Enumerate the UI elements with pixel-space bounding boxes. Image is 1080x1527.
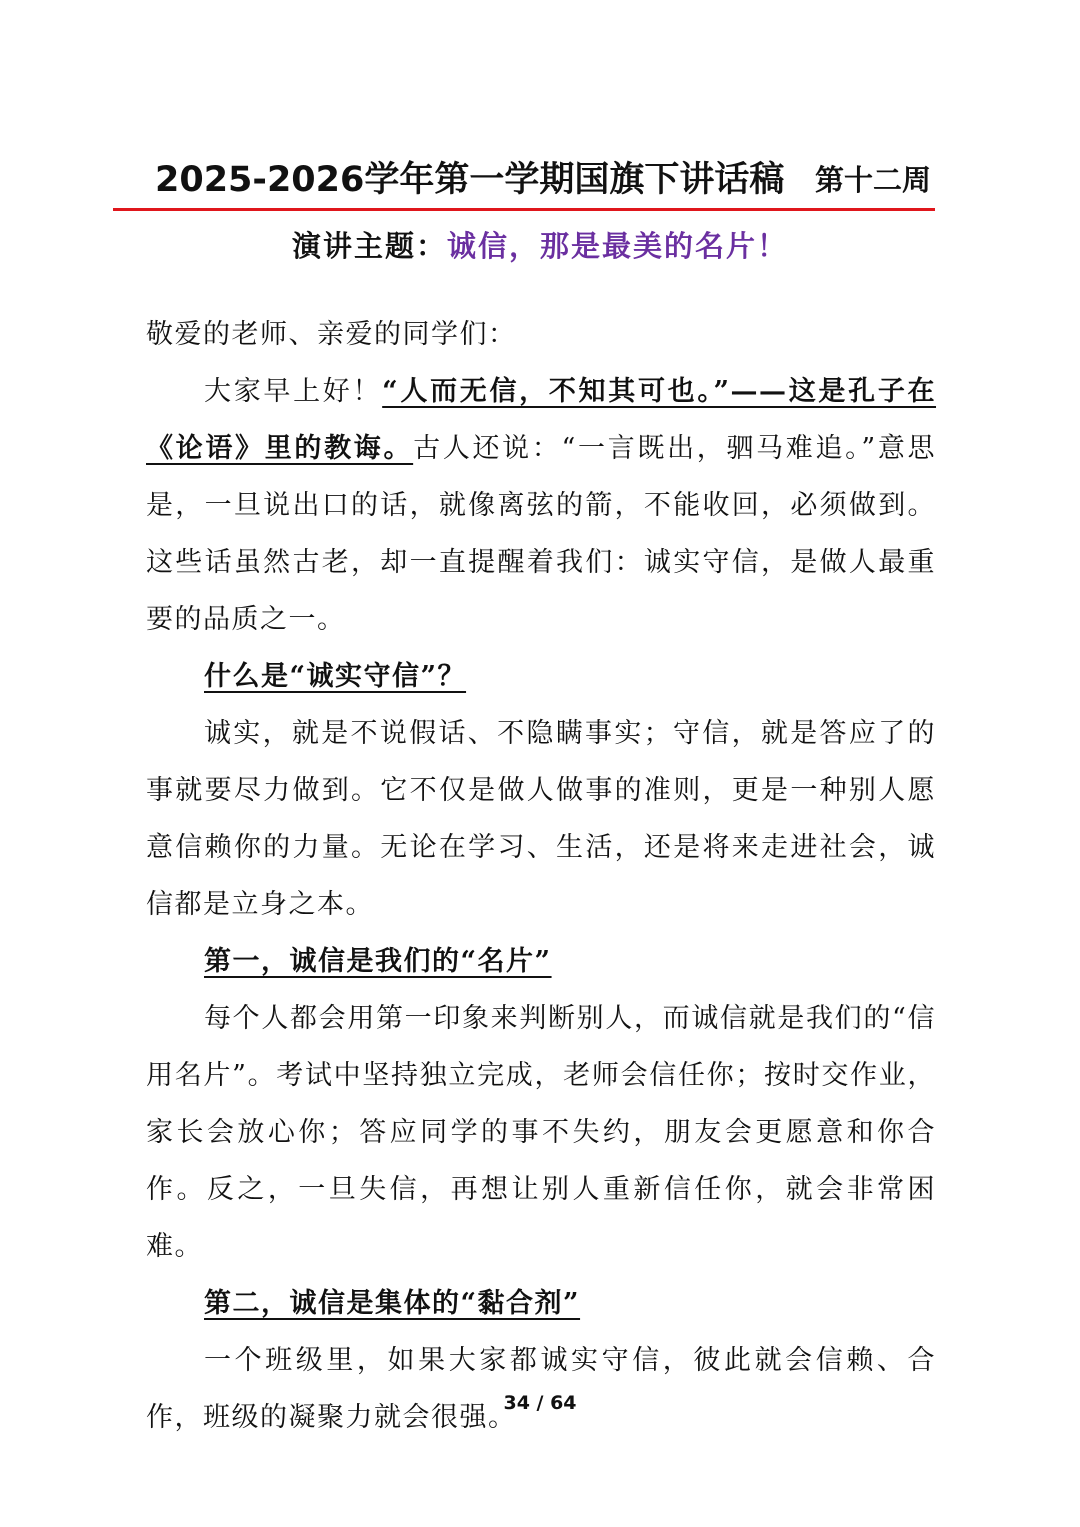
page-header: [113, 146, 935, 202]
heading-text: 第一，诚信是我们的“名片”: [204, 946, 552, 977]
document-title: 2025-2026学年第一学期国旗下讲话稿: [155, 160, 785, 200]
heading-text: 第二，诚信是集体的“黏合剂”: [204, 1288, 581, 1319]
greeting: 大家早上好！: [204, 376, 383, 407]
week-label: 第十二周: [815, 163, 932, 197]
heading-text: 什么是“诚实守信”？: [204, 661, 467, 692]
header-divider: [113, 208, 935, 211]
intro-rest: 古人还说：“一言既出，驷马难追。”意思是，一旦说出口的话，就像离弦的箭，不能收回，必须做到。这些话虽然古老，却一直提醒着我们：诚实守信，是做人最重要的品质之一。: [146, 433, 937, 635]
page-number: 34 / 64: [503, 1392, 577, 1414]
speech-theme: [0, 224, 1080, 265]
paragraph-collective: 一个班级里，如果大家都诚实守信，彼此就会信赖、合作，班级的凝聚力就会很强。: [146, 1345, 936, 1433]
speech-body: [146, 306, 936, 1446]
salutation: 敬爱的老师、亲爱的同学们：: [146, 319, 517, 350]
section-heading-what-is-honesty: [146, 648, 936, 705]
confucius-quote: “人而无信，不知其可也。”——这是孔子在《论语》里的教诲。: [146, 376, 937, 464]
theme-text: 诚信，那是最美的名片！: [447, 229, 789, 263]
section-heading-first: [146, 933, 936, 990]
paragraph-intro: [146, 363, 936, 648]
paragraph-name-card: 每个人都会用第一印象来判断别人，而诚信就是我们的“信用名片”。考试中坚持独立完成，老师会信任你；按时交作业，家长会放心你；答应同学的事不失约，朋友会更愿意和你合作。反之，一旦失信，再想让别人重新信任你，就会非常困难。: [146, 1003, 936, 1262]
paragraph-definition: 诚实，就是不说假话、不隐瞒事实；守信，就是答应了的事就要尽力做到。它不仅是做人做事的准则，更是一种别人愿意信赖你的力量。无论在学习、生活，还是将来走进社会，诚信都是立身之本。: [146, 718, 936, 920]
theme-label: 演讲主题：: [291, 229, 447, 263]
section-heading-second: [146, 1275, 936, 1332]
